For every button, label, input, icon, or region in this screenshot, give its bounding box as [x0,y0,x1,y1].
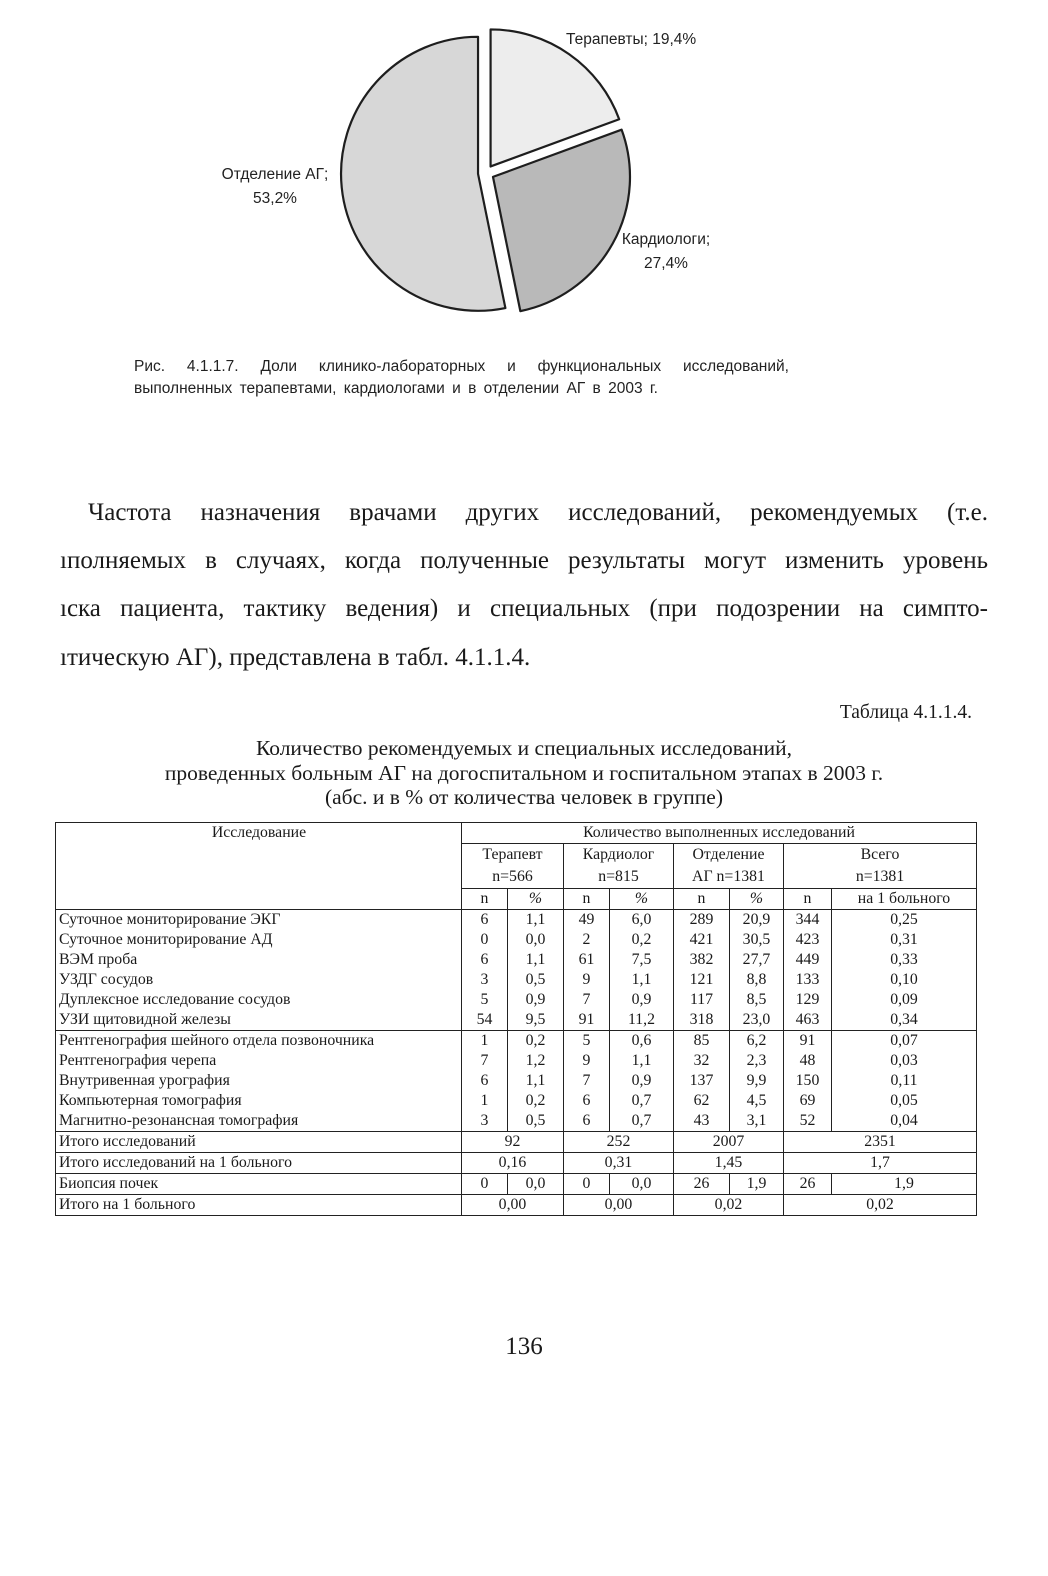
table-number: Таблица 4.1.1.4. [839,702,972,723]
table-row [56,930,977,950]
header-group-line2: n=1381 [855,868,905,885]
table-cell: 8,8 [730,970,784,990]
figure-caption: Рис. 4.1.1.7. Доли клинико-лабораторных и функциональных исследований, выполненных терапевтами, кардиологами и в отделении АГ в 2003 г. [134,358,789,397]
table-cell: 69 [784,1091,832,1111]
subheader-cell: % [730,889,784,910]
table-cell: 0,9 [610,990,674,1010]
table-row [56,950,977,970]
subheader-cell: n [564,889,610,910]
header-group-line1: Отделение [692,846,765,863]
row-label: ВЭМ проба [56,950,462,970]
row-label: Компьютерная томография [56,1091,462,1111]
table-cell: 129 [784,990,832,1010]
table-cell: 0,7 [610,1111,674,1132]
table-cell: 7 [564,1071,610,1091]
table-cell: 252 [564,1132,674,1153]
pie-label-line: Отделение АГ; [221,166,329,183]
table-cell: 0,00 [462,1195,564,1216]
table-cell: 0,11 [832,1071,977,1091]
table-cell: 0,5 [508,970,564,990]
table-cell: 6 [462,950,508,970]
table-cell: 1,2 [508,1051,564,1071]
row-label: Рентгенография черепа [56,1051,462,1071]
table-cell: 0,25 [832,910,977,931]
pie-label-department [222,166,329,207]
body-text-line: ıполняемых в случаях, когда полученные результаты могут изменить уровень [60,547,988,574]
table-cell: 6,2 [730,1031,784,1052]
table-cell: 449 [784,950,832,970]
pie-chart [0,0,1048,340]
table-cell: 0 [564,1174,610,1195]
table-cell: 27,7 [730,950,784,970]
row-label: Дуплексное исследование сосудов [56,990,462,1010]
table-cell: 11,2 [610,1010,674,1031]
table-cell: 6 [564,1091,610,1111]
table-cell: 2351 [784,1132,977,1153]
table-cell: 49 [564,910,610,931]
table-cell: 6,0 [610,910,674,931]
table-cell: 137 [674,1071,730,1091]
pie-slice-department [341,37,505,311]
table-cell: 6 [462,910,508,931]
table-cell: 0,07 [832,1031,977,1052]
table-cell: 7,5 [610,950,674,970]
table-title-line: проведенных больным АГ на догоспитальном и госпитальном этапах в 2003 г. [164,760,884,785]
table-cell: 0,16 [462,1153,564,1174]
table-row [56,1132,977,1153]
table-cell: 1 [462,1091,508,1111]
pie-label-line: 53,2% [253,190,297,207]
table-cell: 0,0 [508,930,564,950]
body-text-line: Частота назначения врачами других исследований, рекомендуемых (т.е. [88,499,988,526]
table-cell: 382 [674,950,730,970]
table-cell: 91 [564,1010,610,1031]
table-cell: 0,0 [508,1174,564,1195]
pie-label-therapists [566,31,696,48]
table-title-line: (абс. и в % от количества человек в группе) [324,785,724,809]
page-number: 136 [505,1333,543,1360]
row-label: Суточное мониторирование АД [56,930,462,950]
table-cell: 0,02 [784,1195,977,1216]
table-cell: 3 [462,1111,508,1132]
header-group-therapist [462,844,564,889]
table-row [56,1091,977,1111]
header-group-line1: Всего [860,846,900,863]
table-row [56,1195,977,1216]
table-cell: 9,9 [730,1071,784,1091]
row-label: УЗДГ сосудов [56,970,462,990]
header-group-total [784,844,977,889]
table-cell: 85 [674,1031,730,1052]
table-title-line: Количество рекомендуемых и специальных исследований, [255,736,793,760]
table-cell: 0,2 [610,930,674,950]
row-label: Итого исследований на 1 больного [56,1153,462,1174]
table-cell: 121 [674,970,730,990]
table-cell: 5 [462,990,508,1010]
subheader-cell: % [610,889,674,910]
table-cell: 0,10 [832,970,977,990]
subheader-cell: n [674,889,730,910]
table-cell: 7 [564,990,610,1010]
table-title [0,736,1048,810]
table-cell: 0,00 [564,1195,674,1216]
table-row [56,1174,977,1195]
table-cell: 423 [784,930,832,950]
table-cell: 0,6 [610,1031,674,1052]
pie-label-line: Терапевты; 19,4% [566,31,697,48]
table-cell: 32 [674,1051,730,1071]
body-text-line: ıтическую АГ), представлена в табл. 4.1.1.4. [60,644,531,671]
table-cell: 0,2 [508,1031,564,1052]
subheader-cell: n [462,889,508,910]
table-cell: 1,7 [784,1153,977,1174]
table-cell: 8,5 [730,990,784,1010]
row-label: Магнитно-резонансная томография [56,1111,462,1132]
pie-label-line: 27,4% [644,255,688,272]
header-group-line2: n=815 [598,868,639,885]
row-label: УЗИ щитовидной железы [56,1010,462,1031]
table-row [56,910,977,931]
table-row [56,1051,977,1071]
table-cell: 0,7 [610,1091,674,1111]
table-cell: 54 [462,1010,508,1031]
table-cell: 30,5 [730,930,784,950]
table-row [56,1010,977,1031]
header-total: Количество выполненных исследований [462,823,977,844]
table-cell: 92 [462,1132,564,1153]
subheader-cell: % [508,889,564,910]
table-row [56,1111,977,1132]
row-label: Биопсия почек [56,1174,462,1195]
table-cell: 2007 [674,1132,784,1153]
table-cell: 20,9 [730,910,784,931]
table-cell: 2,3 [730,1051,784,1071]
table-row [56,970,977,990]
table-cell: 1,1 [610,970,674,990]
pie-label-cardiologists [622,231,710,272]
table-cell: 0,03 [832,1051,977,1071]
table-cell: 9,5 [508,1010,564,1031]
table-cell: 0,9 [610,1071,674,1091]
table-cell: 7 [462,1051,508,1071]
table-cell: 9 [564,970,610,990]
body-text-line: ıска пациента, тактику ведения) и специальных (при подозрении на симпто- [60,595,988,622]
table-cell: 5 [564,1031,610,1052]
table-cell: 61 [564,950,610,970]
header-research: Исследование [56,823,462,910]
table-cell: 1,45 [674,1153,784,1174]
row-label: Рентгенография шейного отдела позвоночника [56,1031,462,1052]
table-cell: 9 [564,1051,610,1071]
pie-label-line: Кардиологи; [621,231,711,248]
table-cell: 52 [784,1111,832,1132]
header-group-department [674,844,784,889]
header-group-line2: АГ n=1381 [692,868,765,885]
table-cell: 0,09 [832,990,977,1010]
table-cell: 0,33 [832,950,977,970]
table-cell: 289 [674,910,730,931]
table-cell: 6 [564,1111,610,1132]
subheader-cell: на 1 больного [832,889,977,910]
research-table [55,822,977,1216]
header-group-line1: Кардиолог [582,846,655,863]
table-cell: 91 [784,1031,832,1052]
table-cell: 117 [674,990,730,1010]
table-cell: 0,31 [832,930,977,950]
table-cell: 344 [784,910,832,931]
table-cell: 23,0 [730,1010,784,1031]
subheader-cell: n [784,889,832,910]
header-group-line2: n=566 [492,868,533,885]
table-row [56,1153,977,1174]
table-cell: 0,9 [508,990,564,1010]
row-label: Итого исследований [56,1132,462,1153]
table-row [56,990,977,1010]
table-cell: 3,1 [730,1111,784,1132]
table-cell: 0,2 [508,1091,564,1111]
table-cell: 4,5 [730,1091,784,1111]
table-cell: 1,1 [508,1071,564,1091]
header-group-cardiologist [564,844,674,889]
header-group-line1: Терапевт [482,846,543,863]
table-row [56,1071,977,1091]
table-cell: 133 [784,970,832,990]
table-cell: 150 [784,1071,832,1091]
table-cell: 6 [462,1071,508,1091]
table-row [56,1031,977,1052]
table-cell: 0 [462,930,508,950]
table-cell: 1,1 [508,950,564,970]
table-cell: 0,31 [564,1153,674,1174]
table-cell: 26 [784,1174,832,1195]
table-cell: 26 [674,1174,730,1195]
table-cell: 0,02 [674,1195,784,1216]
table-cell: 3 [462,970,508,990]
table-cell: 463 [784,1010,832,1031]
row-label: Итого на 1 больного [56,1195,462,1216]
table-cell: 318 [674,1010,730,1031]
table-cell: 0,34 [832,1010,977,1031]
table-cell: 43 [674,1111,730,1132]
table-cell: 0,5 [508,1111,564,1132]
table-cell: 0,0 [610,1174,674,1195]
row-label: Суточное мониторирование ЭКГ [56,910,462,931]
table-cell: 0 [462,1174,508,1195]
table-cell: 62 [674,1091,730,1111]
table-cell: 1,1 [508,910,564,931]
table-cell: 1,9 [832,1174,977,1195]
table-cell: 1,9 [730,1174,784,1195]
table-cell: 1 [462,1031,508,1052]
table-cell: 1,1 [610,1051,674,1071]
row-label: Внутривенная урография [56,1071,462,1091]
table-cell: 0,04 [832,1111,977,1132]
table-cell: 2 [564,930,610,950]
table-cell: 421 [674,930,730,950]
table-cell: 0,05 [832,1091,977,1111]
table-cell: 48 [784,1051,832,1071]
